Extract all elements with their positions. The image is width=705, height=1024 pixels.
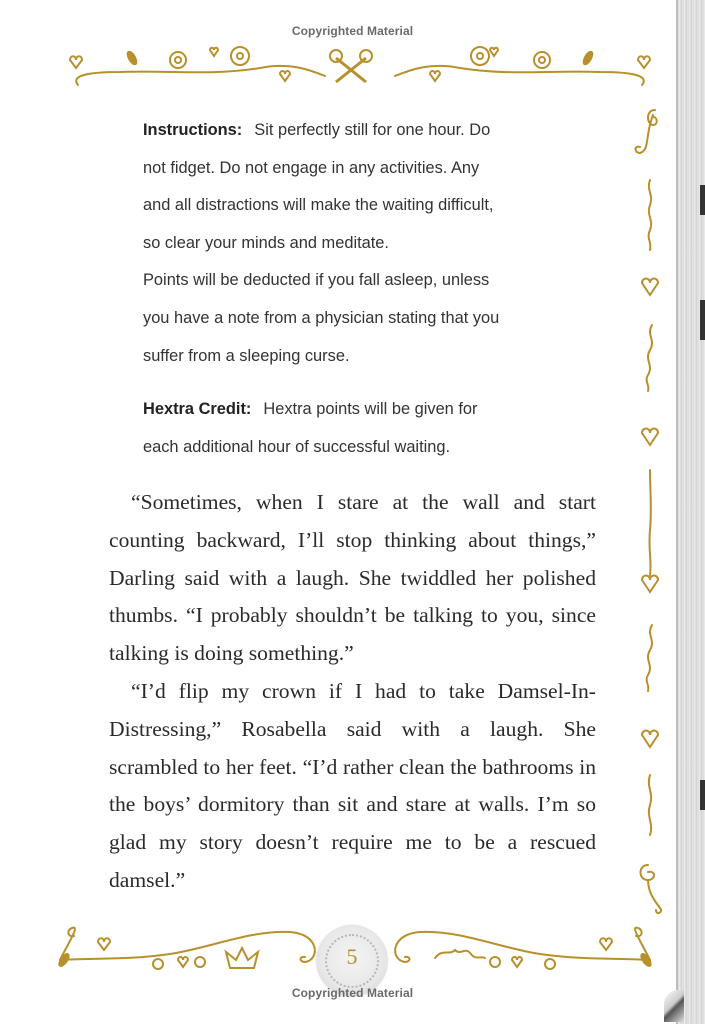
top-border-ornament xyxy=(60,40,660,95)
instructions-line: and all distractions will make the waiting difficult, xyxy=(143,196,494,215)
crown-icon xyxy=(226,948,258,968)
extra-credit-line: each additional hour of successful waiting. xyxy=(143,437,451,456)
right-border-ornament xyxy=(630,95,670,925)
heart-scroll-icon xyxy=(435,950,485,958)
instructions-line: so clear your minds and meditate. xyxy=(143,233,389,252)
crossed-keys-icon xyxy=(330,50,372,82)
paragraph: “Sometimes, when I stare at the wall and start counting backward, I’ll stop thinking about things,” Darling said with a laugh. She twiddled her polished thumbs. “I probably shouldn’t be talking to you, since talking is doing something.” xyxy=(109,490,596,666)
instructions-box xyxy=(143,112,563,466)
copyright-footer: Copyrighted Material xyxy=(291,986,414,1000)
copyright-header: Copyrighted Material xyxy=(291,24,414,38)
story-text xyxy=(109,484,596,900)
instructions-line: not fidget. Do not engage in any activities. Any xyxy=(143,158,480,177)
extra-credit-line-1: Hextra Credit: Hextra points will be given for xyxy=(143,400,478,419)
instructions-line: suffer from a sleeping curse. xyxy=(143,346,350,365)
edge-mark xyxy=(700,780,705,810)
instructions-line-1: Instructions: Sit perfectly still for one hour. Do xyxy=(143,121,491,139)
page-stack-edge xyxy=(676,0,705,1024)
extra-credit-label: Hextra Credit: xyxy=(143,400,252,419)
page-number: 5 xyxy=(346,944,358,969)
paragraph: “I’d flip my crown if I had to take Damsel-In-Distressing,” Rosabella said with a laugh. She scrambled to her feet. “I’d rather clean the bathrooms in the boys’ dormitory than sit and stare at walls. I’m so glad my story doesn’t require me to be a rescued damsel.” xyxy=(109,678,596,892)
edge-mark xyxy=(700,300,705,340)
edge-mark xyxy=(700,185,705,215)
instructions-label: Instructions: xyxy=(143,121,243,139)
page-curl-corner[interactable] xyxy=(664,990,684,1022)
instructions-line: Points will be deducted if you fall asleep, unless xyxy=(143,271,490,290)
instructions-line: you have a note from a physician stating that you xyxy=(143,308,500,327)
